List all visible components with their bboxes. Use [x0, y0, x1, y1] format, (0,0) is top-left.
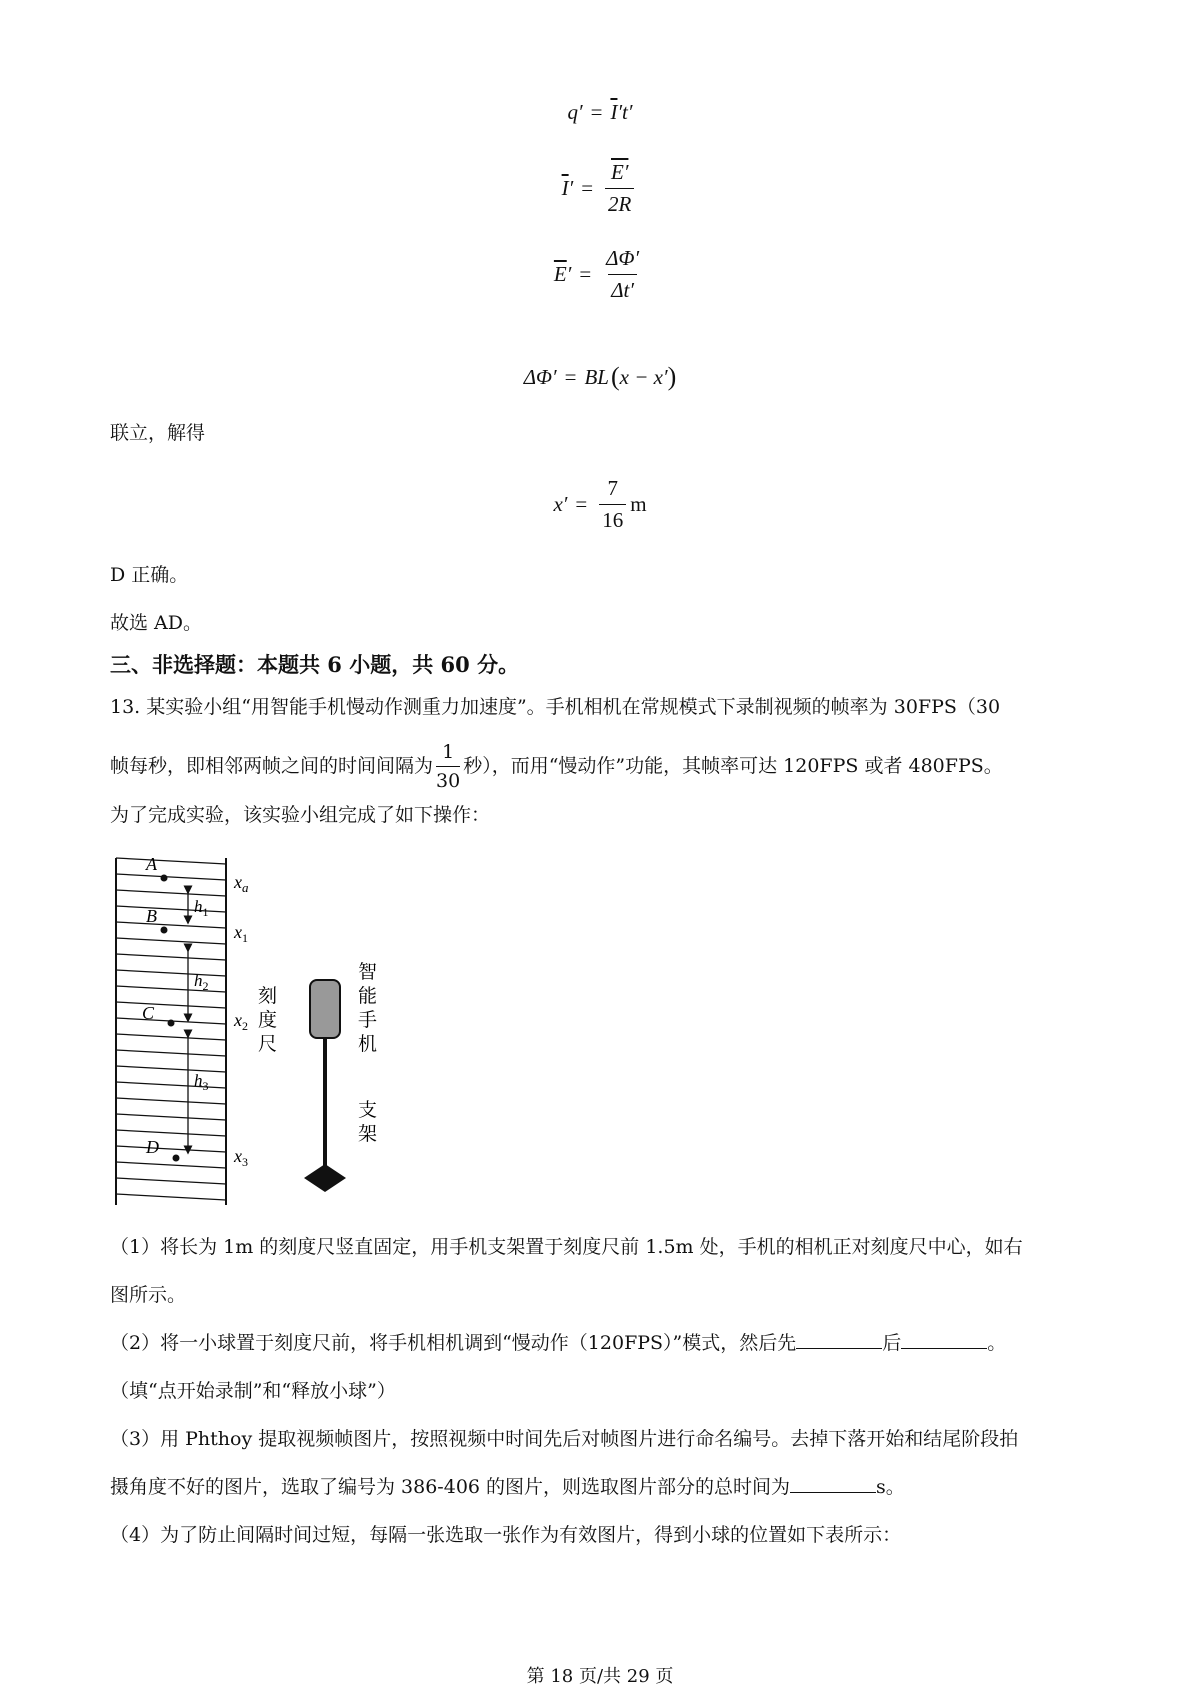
q13-line-2a: 帧每秒，即相邻两帧之间的时间间隔为	[110, 755, 434, 777]
eq2-lhs-prime: ′	[568, 176, 574, 200]
stand-label-1: 支	[358, 1099, 378, 1121]
eq4-rhs: BL	[584, 364, 609, 389]
height-label-h1: h	[194, 897, 203, 916]
mark-xa: x	[234, 872, 242, 892]
text-lianli: 联立，解得	[110, 422, 206, 444]
step-1-line-1: （1）将长为 1m 的刻度尺竖直固定，用手机支架置于刻度尺前 1.5m 处，手机的相机正对刻度尺中心，如右	[110, 1236, 1023, 1258]
eq5-unit: m	[630, 492, 647, 516]
answer-blank-2[interactable]	[901, 1330, 987, 1349]
eq5-num: 7	[607, 476, 618, 500]
point-label-b: B	[146, 906, 157, 926]
stand-label-2: 架	[358, 1123, 378, 1145]
text-d-correct: D 正确。	[110, 564, 189, 586]
mark-sub-2: 2	[242, 1019, 248, 1033]
ball-d	[173, 1155, 180, 1162]
svg-text:xa	[233, 872, 249, 895]
page-footer: 第 18 页/共 29 页	[526, 1666, 674, 1687]
mark-x1: x	[234, 922, 242, 942]
height-sub-1: 1	[202, 905, 209, 919]
svg-text:h1	[194, 897, 209, 919]
step-4-line: （4）为了防止间隔时间过短，每隔一张选取一张作为有效图片，得到小球的位置如下表所示：	[110, 1524, 902, 1546]
q13-line-2	[110, 736, 1100, 796]
mark-sub-3: 3	[242, 1155, 248, 1169]
q13-line-3: 为了完成实验，该实验小组完成了如下操作：	[110, 804, 491, 826]
height-label-h3: h	[194, 1071, 203, 1090]
mark-sub-a: a	[242, 880, 249, 895]
eq3-lhs-prime: ′	[566, 262, 572, 286]
ruler-scale-lines	[116, 858, 226, 1200]
equation-3: $\overline{E}$ ′ = $\frac{\Delta\Phi'}{\Delta t'}$	[0, 246, 1200, 303]
mark-x2: x	[234, 1010, 242, 1030]
equation-2: $\overline{I}$ ′ = $\frac{E'}{2R}$	[0, 160, 1200, 217]
eq5-lhs: x′	[553, 492, 568, 516]
equation-5: x′ = $\frac{7}{16}$ m	[553, 476, 647, 532]
mark-x3: x	[234, 1146, 242, 1166]
eq2-fraction	[605, 160, 634, 217]
stand-base-icon	[304, 1164, 346, 1192]
q13-line-1: 13. 某实验小组“用智能手机慢动作测重力加速度”。手机相机在常规模式下录制视频的帧率为 30FPS（30	[110, 696, 1001, 718]
step-3-line-2	[110, 1472, 1100, 1502]
mark-sub-1: 1	[242, 931, 248, 945]
point-label-a: A	[146, 854, 157, 874]
answer-blank-3[interactable]	[790, 1474, 876, 1493]
section-title: 三、非选择题：本题共 6 小题，共 60 分。	[110, 652, 520, 677]
height-sub-3: 3	[202, 1079, 209, 1093]
step-3-line-1: （3）用 Phthoy 提取视频帧图片，按照视频中时间先后对帧图片进行命名编号。去掉下落开始和结尾阶段拍	[110, 1428, 1019, 1450]
ruler-label-3: 尺	[258, 1033, 278, 1055]
ruler-label-2: 度	[258, 1009, 278, 1031]
q13-fraction	[436, 740, 460, 793]
point-label-d: D	[146, 1137, 159, 1157]
answer-blank-1[interactable]	[796, 1330, 882, 1349]
ball-b	[161, 927, 168, 934]
eq4-lhs: ΔΦ′	[523, 364, 557, 389]
phone-label-4: 机	[358, 1033, 378, 1055]
eq2-lhs: $\overline{I}$	[561, 176, 569, 200]
svg-text:x1	[233, 922, 248, 945]
eq3-lhs: $\overline{E}$	[553, 262, 567, 286]
phone-label-3: 手	[358, 1009, 378, 1031]
svg-text:x2	[233, 1010, 248, 1033]
step-3-text: 摄角度不好的图片，选取了编号为 386-406 的图片，则选取图片部分的总时间为	[110, 1476, 791, 1498]
eq1-rhs-a: $\overline{I}$	[610, 100, 618, 124]
eq2-num: E′	[611, 160, 629, 184]
equation-1: q′ = $\overline{I}$ ′t′	[567, 100, 633, 124]
ball-c	[168, 1020, 175, 1027]
q13-frac-num: 1	[442, 740, 455, 763]
point-label-c: C	[142, 1003, 155, 1023]
ball-a	[161, 875, 168, 882]
eq3-den: Δt′	[608, 274, 637, 303]
step-2-end: 。	[987, 1332, 1007, 1354]
eq5-fraction	[599, 476, 626, 533]
eq5-den: 16	[599, 504, 626, 533]
eq1-lhs: q′	[567, 100, 583, 124]
step-3-end: s。	[876, 1476, 905, 1498]
step-2-mid: 后	[882, 1332, 902, 1354]
eq3-num: ΔΦ′	[606, 246, 640, 270]
height-sub-2: 2	[202, 979, 209, 993]
step-2-line-2: （填“点开始录制”和“释放小球”）	[110, 1380, 396, 1402]
eq1-rhs-b: ′t′	[617, 100, 633, 124]
smartphone-icon	[310, 980, 340, 1038]
svg-text:x3	[233, 1146, 248, 1169]
equation-4: ΔΦ′ = BL ( x − x′ )	[523, 362, 677, 391]
height-label-h2: h	[194, 971, 203, 990]
eq2-den: 2R	[605, 188, 634, 217]
step-1-line-2: 图所示。	[110, 1284, 187, 1306]
eq3-fraction	[603, 246, 642, 303]
text-choose-ad: 故选 AD。	[110, 612, 202, 634]
svg-text:h3	[194, 1071, 209, 1093]
phone-label-1: 智	[358, 961, 378, 983]
step-2-text: （2）将一小球置于刻度尺前，将手机相机调到“慢动作（120FPS）”模式，然后先	[110, 1332, 797, 1354]
phone-label-2: 能	[358, 985, 378, 1007]
step-2-line-1	[110, 1328, 1100, 1358]
eq4-paren: x − x′	[619, 364, 668, 389]
q13-line-2b: 秒），而用“慢动作”功能，其帧率可达 120FPS 或者 480FPS。	[463, 755, 1003, 777]
ruler-label-1: 刻	[258, 985, 278, 1007]
experiment-figure	[108, 850, 448, 1210]
q13-frac-den: 30	[436, 766, 460, 793]
